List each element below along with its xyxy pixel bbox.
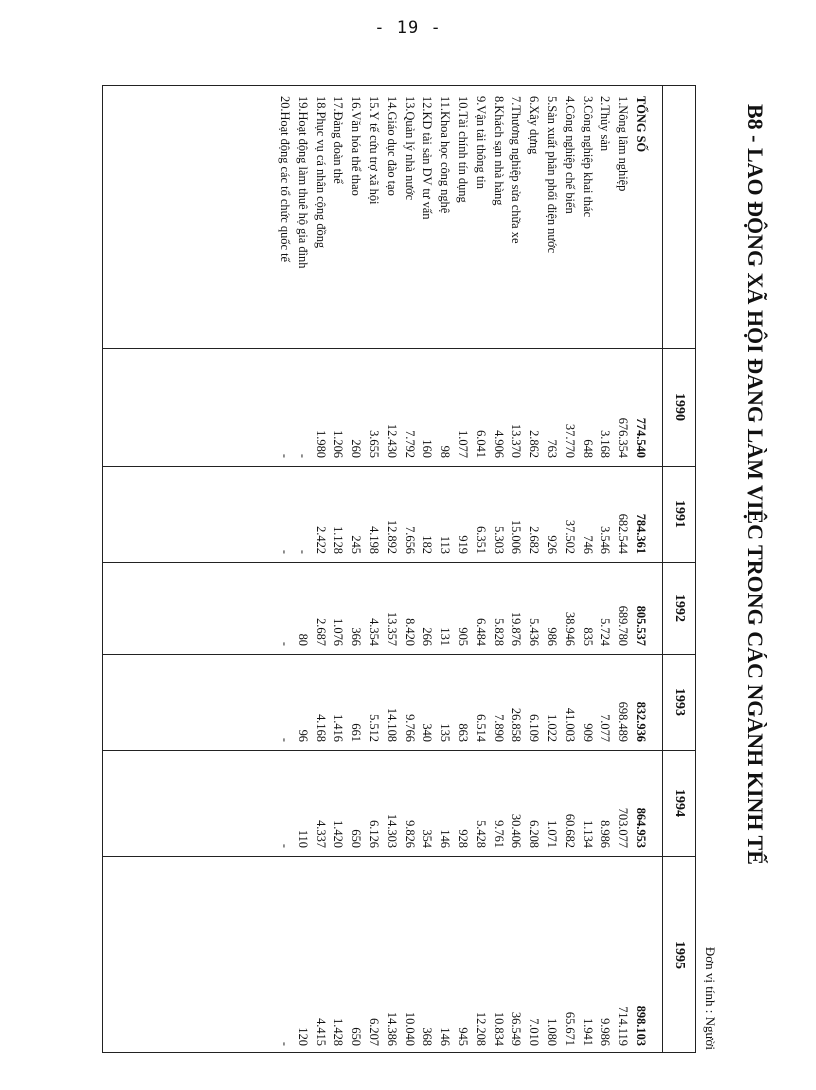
table-cell: 6.208 <box>527 820 542 848</box>
table-cell: 14.386 <box>384 1011 399 1046</box>
industry-label: 8.Khách sạn nhà hàng <box>491 96 506 206</box>
table-cell: 113 <box>438 535 453 554</box>
industry-label: 11.Khoa học công nghệ <box>438 96 453 214</box>
table-cell: 366 <box>349 627 364 646</box>
table-cell: 4.906 <box>491 430 506 458</box>
table-cell: 4.354 <box>367 618 381 646</box>
table-cell: 926 <box>545 535 559 554</box>
industry-label: 16.Văn hóa thể thao <box>349 96 364 196</box>
table-cell: 1.077 <box>456 430 470 458</box>
table-cell: 13.370 <box>509 423 524 458</box>
industry-label: 1.Nông lâm nghiệp <box>616 96 631 192</box>
table-cell: 909 <box>580 723 595 742</box>
year-header: 1995 <box>672 941 687 969</box>
table-cell: 6.207 <box>367 1018 381 1046</box>
table-cell: 14.108 <box>384 707 399 742</box>
table-cell: 7.077 <box>598 714 613 742</box>
table-cell: 3.546 <box>598 526 613 554</box>
industry-label: 4.Công nghiệp chế biến <box>562 96 577 214</box>
labor-table <box>102 85 696 1053</box>
table-cell: 648 <box>580 439 595 458</box>
table-cell: 80 <box>295 633 310 646</box>
table-cell: 110 <box>295 829 310 848</box>
industry-label: 18.Phục vụ cá nhân cộng đồng <box>313 96 328 249</box>
table-cell: 6.514 <box>473 714 488 742</box>
table-cell: 3.655 <box>367 430 381 458</box>
table-cell: 698.489 <box>616 701 631 742</box>
table-cell: 805.537 <box>634 605 648 646</box>
year-header: 1991 <box>672 500 687 528</box>
table-cell: 7.890 <box>491 714 506 742</box>
table-cell: 182 <box>420 535 435 554</box>
industry-label: 5.Sản xuất phân phối điện nước <box>545 96 559 254</box>
rotated-table-page <box>48 50 768 1090</box>
table-cell: 6.126 <box>367 820 381 848</box>
table-cell: - <box>278 843 292 848</box>
table-cell: 986 <box>545 627 559 646</box>
table-cell: 26.858 <box>509 707 524 742</box>
table-cell: 682.544 <box>616 513 631 554</box>
year-header: 1994 <box>672 789 687 817</box>
table-cell: 96 <box>295 729 310 742</box>
table-cell: 1.416 <box>331 714 346 742</box>
table-cell: 689.780 <box>616 605 631 646</box>
table-cell: 160 <box>420 439 435 458</box>
table-cell: 1.980 <box>313 430 328 458</box>
table-cell: 135 <box>438 723 453 742</box>
table-cell: 5.428 <box>473 820 488 848</box>
industry-label: 17.Đảng đoàn thể <box>331 96 346 184</box>
unit-note: Đơn vị tính : Người <box>703 946 718 1050</box>
year-header: 1992 <box>672 594 687 622</box>
table-cell: 746 <box>580 535 595 554</box>
industry-label: 6.Xây dựng <box>527 96 542 155</box>
table-cell: 146 <box>438 829 453 848</box>
table-cell: 1.128 <box>331 526 346 554</box>
table-cell: 12.892 <box>384 519 399 554</box>
table-cell: 13.357 <box>384 611 399 646</box>
table-cell: 9.766 <box>402 714 417 742</box>
table-cell: 2.862 <box>527 430 542 458</box>
table-cell: 37.770 <box>562 423 577 458</box>
table-cell: 37.502 <box>562 519 577 554</box>
table-title: B8 - LAO ĐỘNG XÃ HỘI ĐANG LÀM VIỆC TRONG CÁC NGÀNH KINH TẾ <box>743 104 768 865</box>
table-cell: 784.361 <box>634 513 648 554</box>
table-cell: 676.354 <box>616 417 631 458</box>
table-cell: 774.540 <box>634 417 648 458</box>
total-row-label: TỔNG SỐ <box>634 96 648 153</box>
table-cell: 7.792 <box>402 430 417 458</box>
table-cell: 945 <box>456 1027 470 1046</box>
table-cell: 5.436 <box>527 618 542 646</box>
table-cell: 1.071 <box>545 820 559 848</box>
table-cell: 15.006 <box>509 519 524 554</box>
table-cell: 2.687 <box>313 618 328 646</box>
table-cell: 864.953 <box>634 807 648 848</box>
table-cell: 8.420 <box>402 618 417 646</box>
table-cell: 650 <box>349 1027 364 1046</box>
table-cell: 714.119 <box>616 1006 631 1046</box>
table-cell: 1.022 <box>545 714 559 742</box>
table-cell: 905 <box>456 627 470 646</box>
table-cell: 9.761 <box>491 820 506 848</box>
industry-label: 14.Giáo dục đào tạo <box>384 96 399 196</box>
page-number: - 19 - <box>374 18 442 38</box>
table-cell: 6.351 <box>473 526 488 554</box>
table-cell: 1.428 <box>331 1018 346 1046</box>
industry-label: 12.KD tài sản DV tư vấn <box>420 96 435 220</box>
table-cell: 266 <box>420 627 435 646</box>
table-cell: 1.134 <box>580 820 595 848</box>
table-cell: 703.077 <box>616 807 631 848</box>
industry-label: 10.Tài chính tín dụng <box>456 96 470 203</box>
table-cell: - <box>278 1041 292 1046</box>
table-cell: 1.080 <box>545 1018 559 1046</box>
table-cell: 12.208 <box>473 1011 488 1046</box>
table-cell: 4.415 <box>313 1018 328 1046</box>
industry-label: 19.Hoạt động làm thuê hộ gia đình <box>295 96 310 269</box>
table-cell: 98 <box>438 445 453 458</box>
table-cell: 5.512 <box>367 714 381 742</box>
table-cell: 65.671 <box>562 1011 577 1046</box>
table-cell: 7.010 <box>527 1018 542 1046</box>
table-cell: 146 <box>438 1027 453 1046</box>
year-header: 1993 <box>672 688 687 716</box>
table-cell: 4.168 <box>313 714 328 742</box>
table-cell: - <box>295 549 310 554</box>
table-cell: 919 <box>456 535 470 554</box>
table-cell: - <box>278 549 292 554</box>
table-cell: 1.941 <box>580 1018 595 1046</box>
table-cell: 763 <box>545 439 559 458</box>
table-cell: 1.206 <box>331 430 346 458</box>
table-cell: 38.946 <box>562 611 577 646</box>
table-cell: 6.484 <box>473 618 488 646</box>
table-cell: 131 <box>438 627 453 646</box>
table-cell: 5.724 <box>598 618 613 646</box>
table-cell: - <box>278 737 292 742</box>
table-cell: 12.430 <box>384 423 399 458</box>
table-cell: 120 <box>295 1027 310 1046</box>
table-cell: 863 <box>456 723 470 742</box>
industry-label: 13.Quản lý nhà nước <box>402 96 417 201</box>
table-cell: 898.103 <box>634 1005 648 1046</box>
table-cell: 10.834 <box>491 1011 506 1046</box>
table-cell: 354 <box>420 829 435 848</box>
table-cell: 4.337 <box>313 820 328 848</box>
table-cell: 9.986 <box>598 1018 613 1046</box>
table-cell: 41.003 <box>562 707 577 742</box>
table-cell: 6.041 <box>473 430 488 458</box>
table-cell: 245 <box>349 535 364 554</box>
table-cell: 36.549 <box>509 1011 524 1046</box>
table-cell: 340 <box>420 723 435 742</box>
industry-label: 15.Y tế cứu trợ xã hội <box>367 96 381 205</box>
table-cell: 368 <box>420 1027 435 1046</box>
table-cell: 1.420 <box>331 820 346 848</box>
table-cell: - <box>295 453 310 458</box>
year-header: 1990 <box>672 393 687 421</box>
table-cell: - <box>278 641 292 646</box>
table-cell: 4.198 <box>367 526 381 554</box>
table-cell: 6.109 <box>527 714 542 742</box>
table-cell: 3.168 <box>598 430 613 458</box>
table-cell: 928 <box>456 829 470 848</box>
table-cell: - <box>278 453 292 458</box>
table-cell: 10.040 <box>402 1011 417 1046</box>
table-cell: 2.422 <box>313 526 328 554</box>
table-cell: 1.076 <box>331 618 346 646</box>
header-divider <box>662 86 663 1052</box>
table-cell: 14.303 <box>384 813 399 848</box>
industry-label: 2.Thủy sản <box>598 96 613 152</box>
industry-label: 7.Thương nghiệp sửa chữa xe <box>509 96 524 244</box>
industry-label: 20.Hoạt động các tổ chức quốc tế <box>278 96 292 263</box>
table-cell: 5.828 <box>491 618 506 646</box>
table-cell: 832.936 <box>634 701 648 742</box>
table-cell: 19.876 <box>509 611 524 646</box>
table-cell: 2.682 <box>527 526 542 554</box>
industry-label: 9.Vận tải thông tin <box>473 96 488 189</box>
industry-label: 3.Công nghiệp khai thác <box>580 96 595 218</box>
table-cell: 8.986 <box>598 820 613 848</box>
table-cell: 30.406 <box>509 813 524 848</box>
table-cell: 260 <box>349 439 364 458</box>
table-cell: 9.826 <box>402 820 417 848</box>
table-cell: 7.656 <box>402 526 417 554</box>
table-cell: 835 <box>580 627 595 646</box>
table-cell: 60.682 <box>562 813 577 848</box>
table-cell: 661 <box>349 723 364 742</box>
table-cell: 5.303 <box>491 526 506 554</box>
table-cell: 650 <box>349 829 364 848</box>
